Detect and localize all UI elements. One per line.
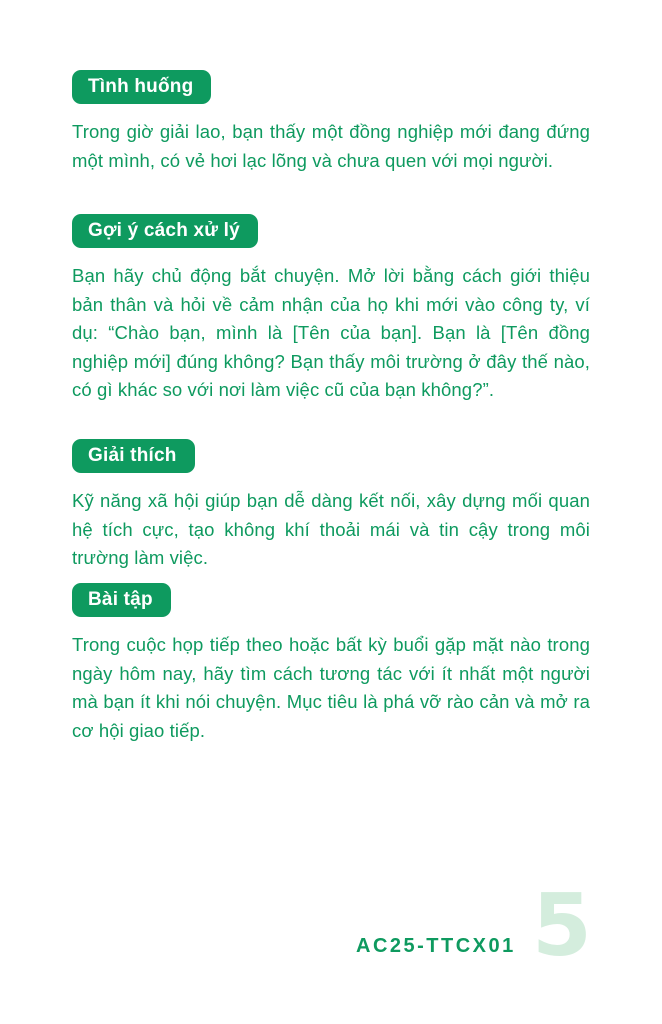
section-explanation	[72, 439, 590, 573]
section-text-suggestion: Bạn hãy chủ động bắt chuyện. Mở lời bằng cách giới thiệu bản thân và hỏi về cảm nhận của họ khi mới vào công ty, ví dụ: “Chào bạn, mình là [Tên của bạn]. Bạn là [Tên đồng nghiệp mới] đúng không? Bạn thấy môi trường ở đây thế nào, có gì khác so với nơi làm việc cũ của bạn không?”.	[72, 265, 590, 400]
section-tag-suggestion: Gợi ý cách xử lý	[72, 214, 258, 248]
section-tag-explanation: Giải thích	[72, 439, 195, 473]
page-number: 5	[532, 876, 592, 976]
section-tag-exercise: Bài tập	[72, 583, 171, 617]
section-text-exercise: Trong cuộc họp tiếp theo hoặc bất kỳ buổi gặp mặt nào trong ngày hôm nay, hãy tìm cách tương tác với ít nhất một người mà bạn ít khi nói chuyện. Mục tiêu là phá vỡ rào cản và mở ra cơ hội giao tiếp.	[72, 634, 590, 741]
section-suggestion	[72, 214, 590, 405]
section-tag-situation: Tình huống	[72, 70, 211, 104]
document-code: AC25-TTCX01	[356, 935, 516, 957]
section-situation	[72, 70, 590, 175]
section-exercise	[72, 583, 590, 745]
section-text-situation: Trong giờ giải lao, bạn thấy một đồng nghiệp mới đang đứng một mình, có vẻ hơi lạc lõng và chưa quen với mọi người.	[72, 121, 590, 171]
section-text-explanation: Kỹ năng xã hội giúp bạn dễ dàng kết nối, xây dựng mối quan hệ tích cực, tạo không khí thoải mái và tin cậy trong môi trường làm việc.	[72, 490, 590, 568]
